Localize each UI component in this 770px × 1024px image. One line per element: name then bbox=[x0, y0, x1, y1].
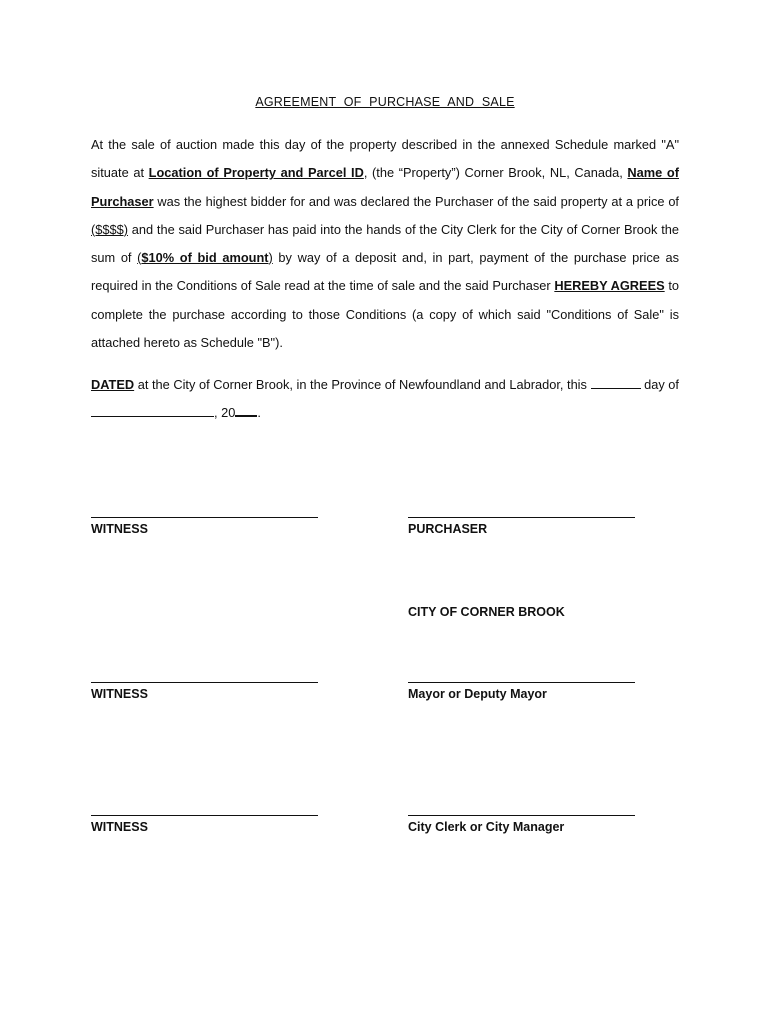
para1-text-3: was the highest bidder for and was declared the Purchaser of the said property at a price of bbox=[153, 193, 679, 209]
year-blank bbox=[235, 403, 257, 417]
agreement-paragraph bbox=[91, 131, 679, 357]
witness-signature-line-2 bbox=[91, 682, 318, 683]
witness-signature-line-1 bbox=[91, 517, 318, 518]
para1-text-4: and the said Purchaser has paid into the hands of the City Clerk for the City of Corner Brook the sum of bbox=[91, 221, 679, 266]
deposit-amount-field: $10% of bid amount bbox=[141, 250, 269, 266]
clerk-label: City Clerk or City Manager bbox=[408, 820, 565, 834]
para1-text-6: to complete the purchase according to those Conditions (a copy of which said "Conditions of Sale" is attached hereto as Schedule "B"). bbox=[91, 278, 679, 351]
dated-label: DATED bbox=[91, 377, 135, 392]
city-heading: CITY OF CORNER BROOK bbox=[408, 605, 565, 619]
para2-text-2: day of bbox=[640, 377, 679, 392]
para1-text-2: , (the “Property”) Corner Brook, NL, Canada, bbox=[363, 165, 628, 181]
hereby-agrees-text: HEREBY AGREES bbox=[554, 278, 665, 294]
mayor-signature-line bbox=[408, 682, 635, 683]
deposit-open-paren: ( bbox=[137, 250, 142, 266]
witness-label-3: WITNESS bbox=[91, 820, 148, 834]
witness-label-2: WITNESS bbox=[91, 687, 148, 701]
clerk-signature-line bbox=[408, 815, 635, 816]
purchaser-name-field: Name of Purchaser bbox=[91, 165, 679, 209]
mayor-label: Mayor or Deputy Mayor bbox=[408, 687, 547, 701]
para2-text-4: . bbox=[257, 405, 261, 421]
day-blank bbox=[591, 376, 641, 389]
month-blank bbox=[91, 404, 214, 417]
para2-text-3: , 20 bbox=[214, 405, 236, 421]
price-field: ($$$$) bbox=[91, 221, 128, 237]
property-location-field: Location of Property and Parcel ID bbox=[148, 165, 364, 181]
para1-text-1: At the sale of auction made this day of the property described in the annexed Schedule marked "A" situate at bbox=[91, 137, 679, 181]
purchaser-label: PURCHASER bbox=[408, 522, 488, 536]
deposit-close-paren: ) bbox=[268, 250, 273, 266]
para1-text-5: by way of a deposit and, in part, payment of the purchase price as required in the Conditions of Sale read at the time of sale and the said Purchaser bbox=[91, 250, 679, 294]
purchaser-signature-line bbox=[408, 517, 635, 518]
witness-signature-line-3 bbox=[91, 815, 318, 816]
document-title: AGREEMENT OF PURCHASE AND SALE bbox=[255, 95, 515, 109]
para2-text-1: at the City of Corner Brook, in the Province of Newfoundland and Labrador, this bbox=[134, 377, 591, 392]
dated-paragraph bbox=[91, 371, 679, 428]
witness-label-1: WITNESS bbox=[91, 522, 148, 536]
